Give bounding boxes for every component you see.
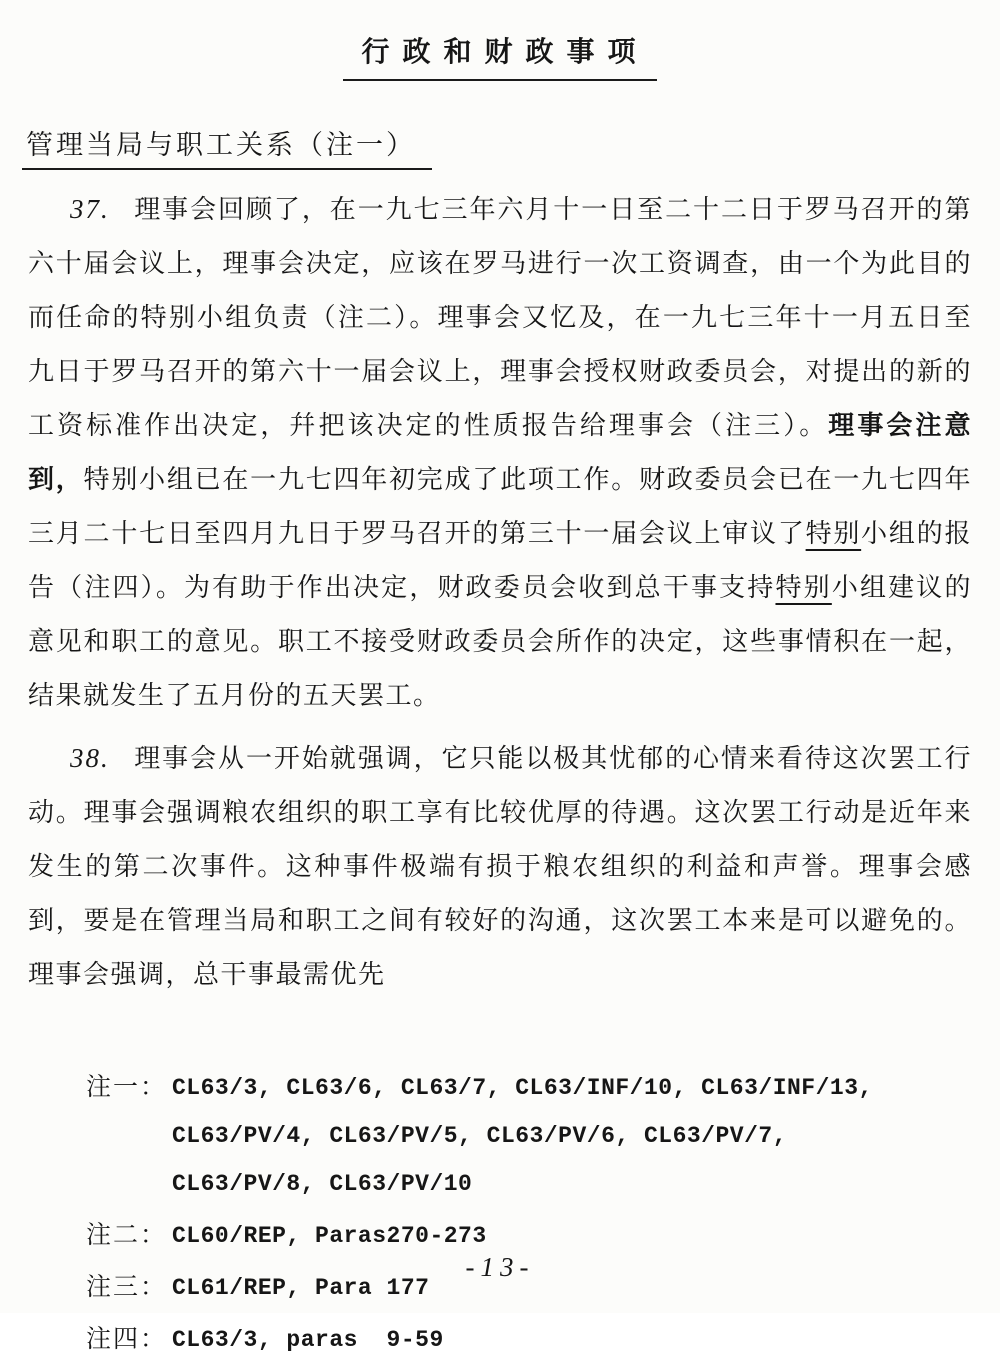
paragraph-37-text-3: 小组的报告（注四）。为有助于作出决定，财政委员会收到总干事支持 <box>28 519 972 602</box>
footnote-4 <box>86 1316 1000 1364</box>
paragraph-37 <box>28 182 972 723</box>
footnote-1 <box>86 1064 1000 1208</box>
footnote-1-text <box>172 1064 873 1208</box>
paragraph-37-text-4: 小组建议的意见和职工的意见。职工不接受财政委员会所作的决定，这些事情积在一起，结果就发生了五月份的五天罢工。 <box>28 573 972 710</box>
footnotes <box>86 1064 1000 1364</box>
paragraph-38-text: 理事会从一开始就强调，它只能以极其忧郁的心情来看待这次罢工行动。理事会强调粮农组织的职工享有比较优厚的待遇。这次罢工行动是近年来发生的第二次事件。这种事件极端有损于粮农组织的利益和声誉。理事会感到，要是在管理当局和职工之间有较好的沟通，这次罢工本来是可以避免的。理事会强调，总干事最需优先 <box>28 744 972 989</box>
footnote-1-label: 注一： <box>86 1074 168 1101</box>
paragraph-37-text-1: 理事会回顾了，在一九七三年六月十一日至二十二日于罗马召开的第六十届会议上，理事会决定，应该在罗马进行一次工资调查，由一个为此目的而任命的特别小组负责（注二）。理事会又忆及，在一九七三年十一月五日至九日于罗马召开的第六十一届会议上，理事会授权财政委员会，对提出的新的工资标准作出决定，幷把该决定的性质报告给理事会（注三）。 <box>28 195 972 440</box>
footnote-3-label: 注三： <box>86 1274 168 1301</box>
paragraph-38 <box>28 731 972 1002</box>
footnote-3-text: CL61/REP, Para 177 <box>172 1275 430 1301</box>
footnote-4-text: CL63/3, paras 9-59 <box>172 1327 444 1353</box>
section-heading <box>22 123 1000 170</box>
paragraph-37-number: 37. <box>70 194 110 224</box>
page-title: 行政和财政事项 <box>343 30 656 81</box>
title-block <box>0 30 1000 81</box>
paragraph-37-underlined-2: 特别 <box>775 573 832 602</box>
paragraph-38-number: 38. <box>70 743 110 773</box>
section-heading-text: 管理当局与职工关系（注一） <box>22 123 432 170</box>
paragraph-37-text-2: 特别小组已在一九七四年初完成了此项工作。财政委员会已在一九七四年三月二十七日至四月九日于罗马召开的第三十一届会议上审议了 <box>28 465 972 548</box>
footnote-1-line-2: CL63/PV/4, CL63/PV/5, CL63/PV/6, CL63/PV/7, <box>172 1123 787 1149</box>
page-number: -13- <box>465 1252 535 1282</box>
footnote-1-line-1: CL63/3, CL63/6, CL63/7, CL63/INF/10, CL63/INF/13, <box>172 1075 873 1101</box>
footnote-1-line-3: CL63/PV/8, CL63/PV/10 <box>172 1171 473 1197</box>
footnote-4-label: 注四： <box>86 1326 168 1353</box>
footnote-2-label: 注二： <box>86 1222 168 1249</box>
paragraph-37-emphasis: 理事会注意到， <box>28 411 972 494</box>
footnote-2-text: CL60/REP, Paras270-273 <box>172 1223 487 1249</box>
paragraph-37-underlined-1: 特别 <box>805 519 862 548</box>
